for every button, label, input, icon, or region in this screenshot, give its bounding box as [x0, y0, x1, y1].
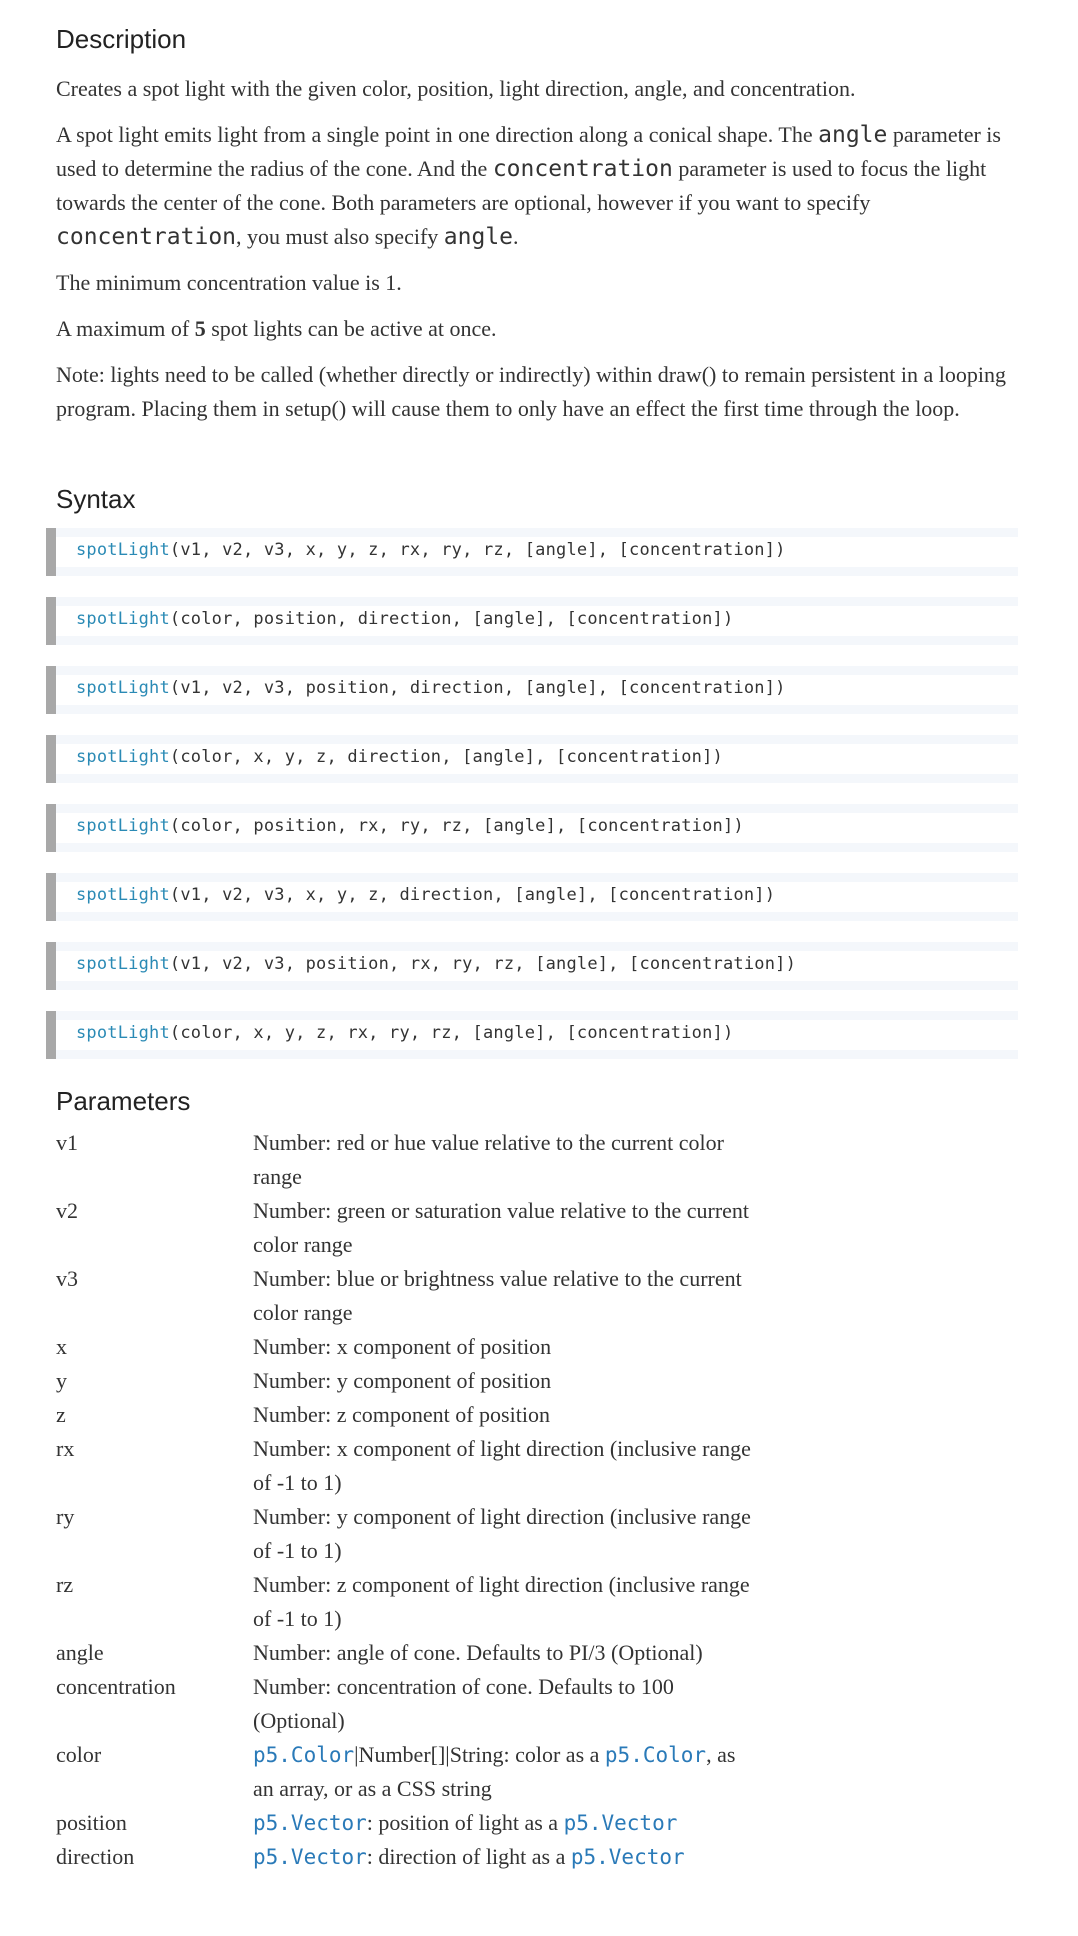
description-text: , you must also specify — [236, 224, 444, 249]
description-text: parameter is used to focus the light towards the center of the cone. Both parameters are optional, however if you want to specify — [56, 156, 987, 215]
syntax-code — [76, 1023, 733, 1043]
syntax-example — [46, 528, 1018, 576]
syntax-code — [76, 609, 733, 629]
param-row-direction — [56, 1840, 1036, 1874]
syntax-example — [46, 873, 1018, 921]
param-description: Number: green or saturation value relative to the current color range — [253, 1198, 750, 1257]
syntax-heading: Syntax — [56, 484, 136, 514]
param-name: v3 — [56, 1266, 78, 1291]
param-name: color — [56, 1742, 102, 1767]
function-name: spotLight — [76, 885, 170, 905]
param-name: ry — [56, 1504, 75, 1529]
syntax-args: (v1, v2, v3, position, rx, ry, rz, [angle], [concentration]) — [169, 954, 797, 974]
param-name: z — [56, 1402, 66, 1427]
param-description: Number: x component of position — [253, 1334, 552, 1359]
inline-code: concentration — [56, 224, 237, 250]
function-name: spotLight — [76, 609, 170, 629]
syntax-args: (color, position, direction, [angle], [concentration]) — [169, 609, 734, 629]
description-paragraph — [56, 118, 1026, 254]
param-name: v2 — [56, 1198, 78, 1223]
function-name: spotLight — [76, 1023, 170, 1043]
parameters-heading: Parameters — [56, 1086, 191, 1116]
param-description — [253, 1738, 753, 1806]
syntax-example — [46, 735, 1018, 783]
description-paragraph: Note: lights need to be called (whether directly or indirectly) within draw() to remain persistent in a looping program. Placing them in setup() will cause them to only have an effect the first time through the loop. — [56, 362, 1006, 421]
p5-vector-link[interactable]: p5.Vector — [253, 1811, 367, 1835]
param-row-position — [56, 1806, 1036, 1840]
param-description: Number: red or hue value relative to the current color range — [253, 1130, 724, 1189]
syntax-example — [46, 1011, 1018, 1059]
description-section — [56, 72, 1026, 438]
param-row-v2 — [56, 1194, 1036, 1262]
syntax-code — [76, 747, 723, 767]
inline-code: angle — [818, 122, 888, 148]
function-name: spotLight — [76, 954, 170, 974]
param-name: rz — [56, 1572, 74, 1597]
p5-color-link[interactable]: p5.Color — [604, 1743, 707, 1767]
parameters-table — [56, 1126, 1036, 1874]
syntax-code — [76, 885, 775, 905]
p5-color-link[interactable]: p5.Color — [253, 1743, 355, 1767]
param-description: Number: z component of position — [253, 1402, 550, 1427]
syntax-code — [76, 540, 786, 560]
param-row-concentration — [56, 1670, 1036, 1738]
param-description: Number: y component of position — [253, 1368, 552, 1393]
syntax-example — [46, 666, 1018, 714]
param-name: rx — [56, 1436, 75, 1461]
description-text: A spot light emits light from a single point in one direction along a conical shape. The — [56, 122, 819, 147]
param-text: |Number[]|String: color as a — [354, 1742, 605, 1767]
param-text: : direction of light as a — [366, 1844, 571, 1869]
param-row-ry — [56, 1500, 1036, 1568]
param-row-y — [56, 1364, 1036, 1398]
description-text: . — [513, 224, 519, 249]
param-description: Number: x component of light direction (inclusive range of -1 to 1) — [253, 1436, 751, 1495]
param-row-x — [56, 1330, 1036, 1364]
param-row-rz — [56, 1568, 1036, 1636]
syntax-args: (v1, v2, v3, position, direction, [angle], [concentration]) — [169, 678, 786, 698]
description-paragraph — [56, 312, 1026, 346]
param-description: Number: z component of light direction (inclusive range of -1 to 1) — [253, 1572, 750, 1631]
description-text: parameter is used to determine the radius of the cone. And the — [56, 122, 1001, 181]
syntax-code — [76, 954, 796, 974]
param-name: v1 — [56, 1130, 78, 1155]
param-row-angle — [56, 1636, 1036, 1670]
param-description: Number: y component of light direction (inclusive range of -1 to 1) — [253, 1504, 751, 1563]
param-name: y — [56, 1368, 67, 1393]
syntax-example — [46, 942, 1018, 990]
syntax-example — [46, 597, 1018, 645]
description-paragraph: The minimum concentration value is 1. — [56, 270, 402, 295]
param-description — [253, 1806, 753, 1840]
syntax-args: (v1, v2, v3, x, y, z, rx, ry, rz, [angle], [concentration]) — [169, 540, 786, 560]
function-name: spotLight — [76, 540, 170, 560]
syntax-example — [46, 804, 1018, 852]
param-description — [253, 1840, 753, 1874]
p5-vector-link[interactable]: p5.Vector — [570, 1845, 685, 1869]
param-row-color — [56, 1738, 1036, 1806]
param-row-z — [56, 1398, 1036, 1432]
param-name: angle — [56, 1640, 104, 1665]
param-description: Number: concentration of cone. Defaults to 100 (Optional) — [253, 1674, 674, 1733]
function-name: spotLight — [76, 678, 170, 698]
inline-code: angle — [443, 224, 514, 250]
param-name: x — [56, 1334, 67, 1359]
syntax-args: (color, x, y, z, rx, ry, rz, [angle], [concentration]) — [169, 1023, 734, 1043]
param-name: concentration — [56, 1674, 176, 1699]
syntax-args: (v1, v2, v3, x, y, z, direction, [angle], [concentration]) — [169, 885, 776, 905]
syntax-code — [76, 816, 744, 836]
param-name: direction — [56, 1844, 135, 1869]
description-paragraph: Creates a spot light with the given color, position, light direction, angle, and concentration. — [56, 76, 856, 101]
param-text: , as an array, or as a CSS string — [253, 1742, 736, 1801]
function-name: spotLight — [76, 747, 170, 767]
description-text: A maximum of — [56, 316, 195, 341]
description-text: spot lights can be active at once. — [205, 316, 497, 341]
p5-vector-link[interactable]: p5.Vector — [253, 1845, 367, 1869]
inline-code: concentration — [492, 156, 673, 182]
p5-vector-link[interactable]: p5.Vector — [563, 1811, 678, 1835]
syntax-code — [76, 678, 786, 698]
description-heading: Description — [56, 24, 187, 54]
syntax-args: (color, x, y, z, direction, [angle], [concentration]) — [169, 747, 723, 767]
param-description: Number: blue or brightness value relative to the current color range — [253, 1266, 742, 1325]
param-row-v3 — [56, 1262, 1036, 1330]
function-name: spotLight — [76, 816, 170, 836]
param-description: Number: angle of cone. Defaults to PI/3 (Optional) — [253, 1640, 703, 1665]
syntax-args: (color, position, rx, ry, rz, [angle], [concentration]) — [169, 816, 744, 836]
param-text: : position of light as a — [366, 1810, 564, 1835]
syntax-list — [46, 528, 1018, 1080]
max-spotlights-count: 5 — [194, 316, 206, 341]
param-row-v1 — [56, 1126, 1036, 1194]
param-name: position — [56, 1810, 127, 1835]
param-row-rx — [56, 1432, 1036, 1500]
